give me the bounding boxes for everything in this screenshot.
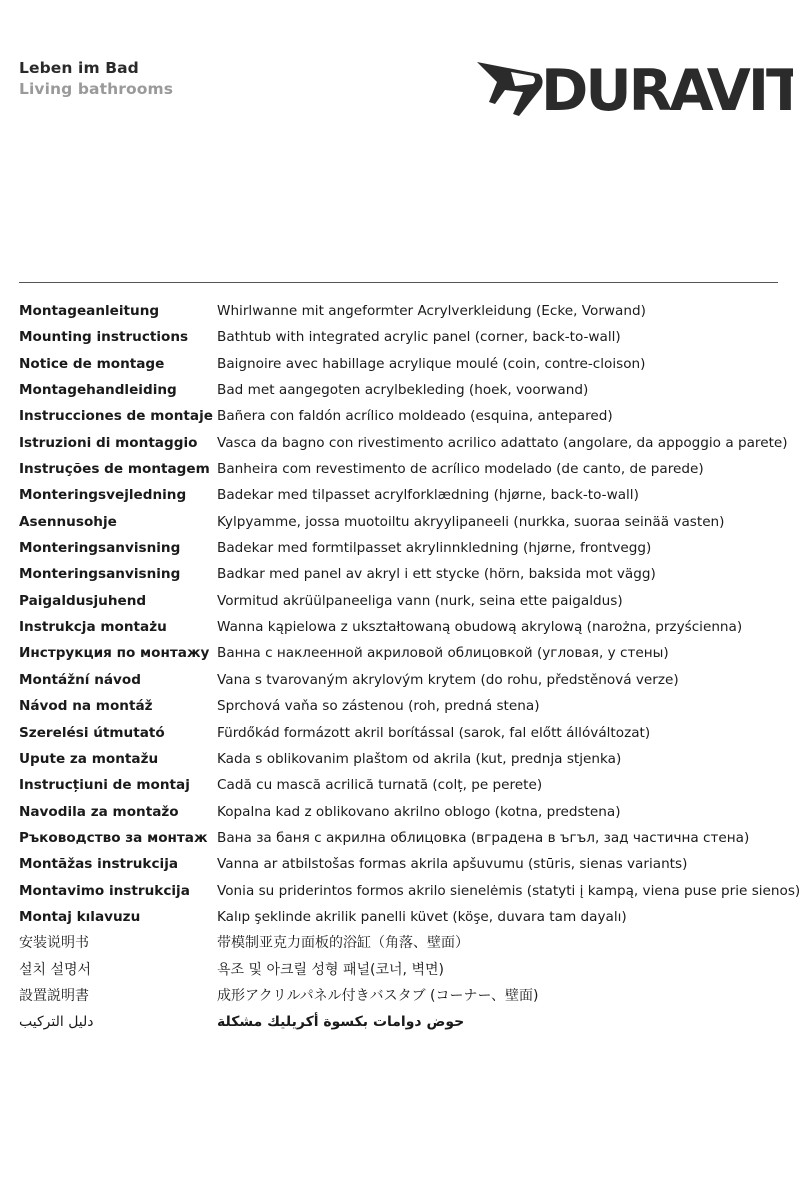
language-label: Monteringsanvisning: [19, 540, 181, 557]
product-description: Kada s oblikovanim plaštom od akrila (kut, prednja stjenka): [217, 750, 622, 767]
product-description: Вана за баня с акрилна облицовка (вградена в ъгъл, зад частична стена): [217, 829, 750, 846]
instruction-row: [19, 1009, 799, 1035]
language-label: Инструкция по монтажу: [19, 645, 210, 662]
instruction-row: [19, 772, 799, 798]
instruction-row: [19, 298, 799, 324]
language-label: Monteringsanvisning: [19, 566, 181, 583]
language-label: Montaj kılavuzu: [19, 908, 141, 925]
product-description: Fürdőkád formázott akril borítással (sarok, fal előtt állóváltozat): [217, 724, 651, 741]
tagline-german: Leben im Bad: [19, 59, 139, 77]
language-label: Instruções de montagem: [19, 461, 210, 478]
language-label: Szerelési útmutató: [19, 724, 165, 741]
instruction-row: [19, 509, 799, 535]
language-label: 設置説明書: [19, 987, 89, 1004]
instruction-row: [19, 430, 799, 456]
instruction-row: [19, 825, 799, 851]
product-description: Vasca da bagno con rivestimento acrilico adattato (angolare, da appoggio a parete): [217, 434, 788, 451]
header-divider: [19, 282, 778, 283]
tagline: [19, 58, 173, 100]
language-label: Montāžas instrukcija: [19, 856, 179, 873]
instruction-row: [19, 667, 799, 693]
product-description: Vonia su priderintos formos akrilo sienelėmis (statyti į kampą, viena puse prie sienos): [217, 882, 801, 899]
instruction-row: [19, 324, 799, 350]
instruction-row: [19, 377, 799, 403]
instruction-row: [19, 482, 799, 508]
language-label: 설치 설명서: [19, 961, 92, 978]
product-description: Badekar med tilpasset acrylforklædning (hjørne, back-to-wall): [217, 487, 639, 504]
language-list: [19, 298, 799, 1036]
product-description: Cadă cu mască acrilică turnată (colț, pe perete): [217, 777, 543, 794]
instruction-row: [19, 904, 799, 930]
language-label: Paigaldusjuhend: [19, 592, 147, 609]
instruction-row: [19, 614, 799, 640]
language-label: Navodila za montažo: [19, 803, 179, 820]
language-label: Istruzioni di montaggio: [19, 434, 198, 451]
product-description: Kalıp şeklinde akrilik panelli küvet (köşe, duvara tam dayalı): [217, 908, 627, 925]
language-label: Upute za montažu: [19, 750, 159, 767]
duravit-logo-graphic: [475, 44, 793, 122]
product-description: Vanna ar atbilstošas formas akrila apšuvumu (stūris, sienas variants): [217, 856, 688, 873]
instruction-row: [19, 720, 799, 746]
duravit-logo: [475, 44, 793, 122]
instruction-row: [19, 851, 799, 877]
product-description: Kopalna kad z oblikovano akrilno oblogo (kotna, predstena): [217, 803, 621, 820]
product-description: Badkar med panel av akryl i ett stycke (hörn, baksida mot vägg): [217, 566, 656, 583]
instruction-row: [19, 799, 799, 825]
language-label: Montagehandleiding: [19, 382, 177, 399]
language-label: Montážní návod: [19, 671, 141, 688]
instruction-row: [19, 588, 799, 614]
language-label: Notice de montage: [19, 355, 165, 372]
language-label: Montavimo instrukcija: [19, 882, 190, 899]
product-description: Kylpyamme, jossa muotoiltu akryylipaneeli (nurkka, suoraa seinää vasten): [217, 513, 725, 530]
tagline-english: Living bathrooms: [19, 80, 174, 98]
instruction-row: [19, 983, 799, 1009]
product-description: Badekar med formtilpasset akrylinnkledning (hjørne, frontvegg): [217, 540, 652, 557]
instruction-row: [19, 456, 799, 482]
product-description: Bad met aangegoten acrylbekleding (hoek, voorwand): [217, 382, 589, 399]
product-description: حوض دوامات بكسوة أكريليك مشكلة: [217, 1014, 465, 1031]
language-label: Instrucciones de montaje: [19, 408, 213, 425]
product-description: Wanna kąpielowa z ukształtowaną obudową akrylową (narożna, przyścienna): [217, 619, 743, 636]
product-description: Vormitud akrüülpaneeliga vann (nurk, seina ette paigaldus): [217, 592, 623, 609]
brand-wordmark: DURAVIT: [541, 58, 793, 122]
product-description: Bañera con faldón acrílico moldeado (esquina, antepared): [217, 408, 613, 425]
product-description: Banheira com revestimento de acrílico modelado (de canto, de parede): [217, 461, 704, 478]
instruction-row: [19, 403, 799, 429]
instruction-row: [19, 535, 799, 561]
language-label: Instrucțiuni de montaj: [19, 777, 190, 794]
instruction-row: [19, 693, 799, 719]
product-description: Baignoire avec habillage acrylique moulé (coin, contre-cloison): [217, 355, 646, 372]
product-description: Sprchová vaňa so zástenou (roh, predná stena): [217, 698, 540, 715]
language-label: Monteringsvejledning: [19, 487, 187, 504]
instruction-row: [19, 351, 799, 377]
product-description: Vana s tvarovaným akrylovým krytem (do rohu, předstěnová verze): [217, 671, 679, 688]
product-description: 成形アクリルパネル付きバスタブ (コーナー、壁面): [217, 987, 539, 1004]
instruction-row: [19, 957, 799, 983]
language-label: Mounting instructions: [19, 329, 189, 346]
product-description: 욕조 및 아크릴 성형 패널(코너, 벽면): [217, 961, 444, 978]
language-label: Instrukcja montażu: [19, 619, 167, 636]
language-label: دليل التركيب: [19, 1014, 94, 1031]
product-description: Bathtub with integrated acrylic panel (corner, back-to-wall): [217, 329, 621, 346]
language-label: Návod na montáž: [19, 698, 153, 715]
instruction-row: [19, 640, 799, 666]
instruction-row: [19, 930, 799, 956]
product-description: Ванна с наклеенной акриловой облицовкой (угловая, у стены): [217, 645, 669, 662]
language-label: Montageanleitung: [19, 303, 160, 319]
product-description: Whirlwanne mit angeformter Acrylverkleidung (Ecke, Vorwand): [217, 303, 646, 319]
instruction-row: [19, 746, 799, 772]
language-label: 安装说明书: [19, 935, 89, 952]
instruction-row: [19, 561, 799, 587]
product-description: 带模制亚克力面板的浴缸（角落、壁面）: [217, 935, 469, 952]
language-label: Asennusohje: [19, 513, 117, 530]
instruction-row: [19, 878, 799, 904]
language-label: Ръководство за монтаж: [19, 829, 208, 846]
